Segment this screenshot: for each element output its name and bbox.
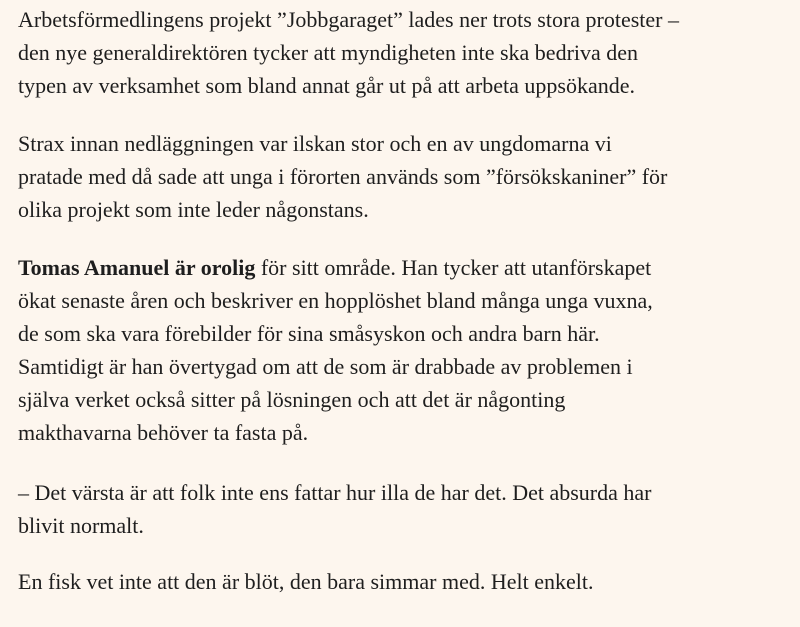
paragraph-tomas-amanuel: [18, 251, 790, 449]
paragraph-line: En fisk vet inte att den är blöt, den bara simmar med. Helt enkelt.: [18, 569, 594, 594]
paragraph-line: ökat senaste åren och beskriver en hopplöshet bland många unga vuxna,: [18, 288, 653, 313]
paragraph-line: typen av verksamhet som bland annat går ut på att arbeta uppsökande.: [18, 73, 636, 98]
paragraph-fisk: [18, 565, 790, 598]
paragraph-line: Strax innan nedläggningen var ilskan stor och en av ungdomarna vi: [18, 131, 612, 156]
paragraph-line: de som ska vara förebilder för sina småsyskon och andra barn här.: [18, 321, 600, 346]
paragraph-line: makthavarna behöver ta fasta på.: [18, 420, 309, 445]
paragraph-line: blivit normalt.: [18, 513, 144, 538]
paragraph-jobbgaraget: [18, 3, 790, 102]
paragraph-line: Arbetsförmedlingens projekt ”Jobbgaraget” lades ner trots stora protester –: [18, 7, 680, 32]
paragraph-line: – Det värsta är att folk inte ens fattar hur illa de har det. Det absurda har: [18, 480, 652, 505]
paragraph-line: själva verket också sitter på lösningen och att det är någonting: [18, 387, 566, 412]
paragraph-line: Samtidigt är han övertygad om att de som är drabbade av problemen i: [18, 354, 633, 379]
paragraph-line: olika projekt som inte leder någonstans.: [18, 197, 369, 222]
paragraph-ilskan: [18, 127, 790, 226]
paragraph-quote: [18, 476, 790, 542]
bold-lead-in: Tomas Amanuel är orolig: [18, 255, 256, 280]
paragraph-line-rest: för sitt område. Han tycker att utanförskapet: [255, 255, 652, 280]
paragraph-line: pratade med då sade att unga i förorten används som ”försökskaniner” för: [18, 164, 668, 189]
paragraph-line: den nye generaldirektören tycker att myndigheten inte ska bedriva den: [18, 40, 639, 65]
paragraph-line: [18, 251, 790, 284]
